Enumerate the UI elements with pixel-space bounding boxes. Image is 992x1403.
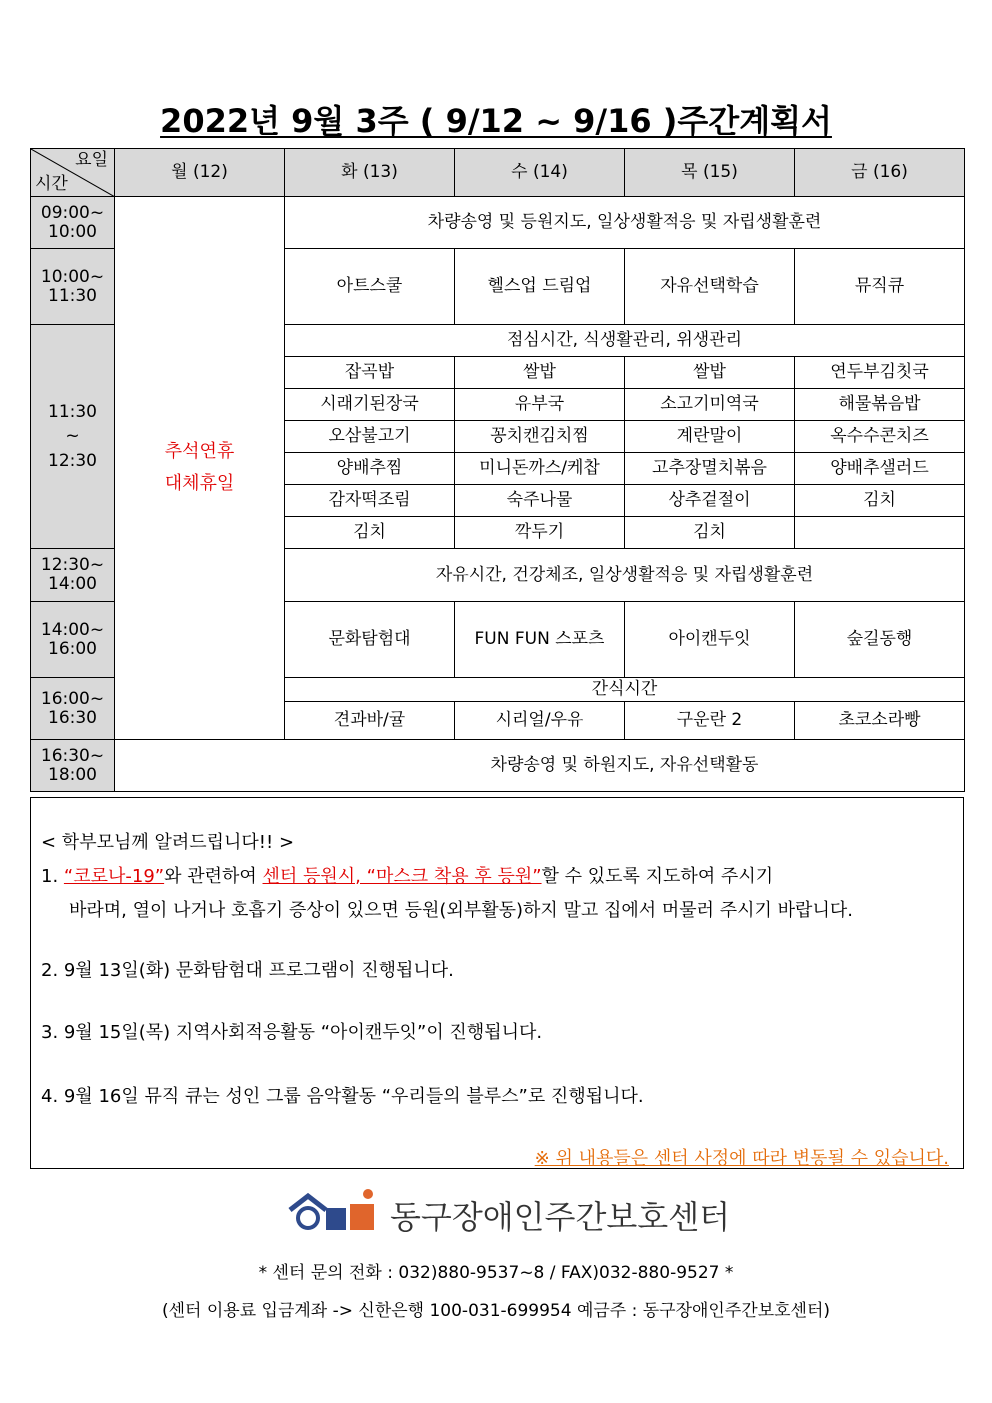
time-cell: 16:30~ 18:00 <box>31 740 115 792</box>
menu-cell: 꽁치캔김치찜 <box>455 421 625 453</box>
program-cell: 헬스업 드림업 <box>455 249 625 325</box>
menu-cell: 오삼불고기 <box>285 421 455 453</box>
menu-cell: 계란말이 <box>625 421 795 453</box>
menu-cell: 김치 <box>795 485 965 517</box>
program-cell: 자유선택학습 <box>625 249 795 325</box>
menu-cell: 양배추샐러드 <box>795 453 965 485</box>
program-cell: 뮤직큐 <box>795 249 965 325</box>
header-corner-cell <box>31 149 115 197</box>
mask-highlight: 센터 등원시, “마스크 착용 후 등원” <box>262 866 542 887</box>
notice-box <box>30 797 964 1169</box>
notice-heading: < 학부모님께 알려드립니다!! > <box>41 832 295 853</box>
notice-item-1: 1. “코로나-19”와 관련하여 센터 등원시, “마스크 착용 후 등원”할 수 있도록 지도하여 주시기 <box>41 866 774 887</box>
menu-cell: 쌀밥 <box>625 357 795 389</box>
day-header-fri: 금 (16) <box>795 149 965 197</box>
menu-cell: 시래기된장국 <box>285 389 455 421</box>
program-cell: 아이캔두잇 <box>625 602 795 678</box>
time-cell: 11:30 ~ 12:30 <box>31 325 115 549</box>
menu-cell: 연두부김칫국 <box>795 357 965 389</box>
menu-cell: 김치 <box>625 517 795 549</box>
day-header-thu: 목 (15) <box>625 149 795 197</box>
menu-cell: 미니돈까스/케찹 <box>455 453 625 485</box>
day-header-mon: 월 (12) <box>115 149 285 197</box>
menu-cell: 김치 <box>285 517 455 549</box>
house-logo-icon <box>288 1188 384 1234</box>
corner-time-label: 시간 <box>35 174 68 195</box>
day-header-tue: 화 (13) <box>285 149 455 197</box>
time-cell: 09:00~ 10:00 <box>31 197 115 249</box>
notice-disclaimer: ※ 위 내용들은 센터 사정에 따라 변동될 수 있습니다. <box>534 1148 949 1169</box>
schedule-row-morning: 차량송영 및 등원지도, 일상생활적응 및 자립생활훈련 <box>285 197 965 249</box>
program-cell: 아트스쿨 <box>285 249 455 325</box>
snack-cell: 초코소라빵 <box>795 702 965 740</box>
corona-highlight: “코로나-19” <box>63 866 165 887</box>
day-header-wed: 수 (14) <box>455 149 625 197</box>
departure-text: 차량송영 및 하원지도, 자유선택활동 <box>490 755 759 776</box>
menu-cell: 해물볶음밥 <box>795 389 965 421</box>
center-name: 동구장애인주간보호센터 <box>390 1198 731 1236</box>
page-title: 2022년 9월 3주 ( 9/12 ~ 9/16 )주간계획서 <box>160 102 832 140</box>
menu-cell <box>795 517 965 549</box>
program-cell: FUN FUN 스포츠 <box>455 602 625 678</box>
menu-cell: 감자떡조림 <box>285 485 455 517</box>
time-cell: 14:00~ 16:00 <box>31 602 115 678</box>
monday-holiday-cell: 추석연휴 대체휴일 <box>115 197 285 740</box>
schedule-row-afternoon: 자유시간, 건강체조, 일상생활적응 및 자립생활훈련 <box>285 549 965 602</box>
program-cell: 문화탐험대 <box>285 602 455 678</box>
menu-cell: 숙주나물 <box>455 485 625 517</box>
notice-item-3: 3. 9월 15일(목) 지역사회적응활동 “아이캔두잇”이 진행됩니다. <box>41 1022 543 1043</box>
menu-cell: 고추장멸치볶음 <box>625 453 795 485</box>
menu-cell: 유부국 <box>455 389 625 421</box>
notice-item-2: 2. 9월 13일(화) 문화탐험대 프로그램이 진행됩니다. <box>41 960 454 981</box>
lunch-title: 점심시간, 식생활관리, 위생관리 <box>285 325 965 357</box>
menu-cell: 쌀밥 <box>455 357 625 389</box>
snack-title: 간식시간 <box>285 678 965 702</box>
snack-cell: 시리얼/우유 <box>455 702 625 740</box>
menu-cell: 상추겉절이 <box>625 485 795 517</box>
menu-cell: 깍두기 <box>455 517 625 549</box>
menu-cell: 잡곡밥 <box>285 357 455 389</box>
center-logo <box>288 1188 731 1236</box>
time-cell: 16:00~ 16:30 <box>31 678 115 740</box>
footer-contact: * 센터 문의 전화 : 032)880-9537~8 / FAX)032-880-9527 * <box>258 1263 734 1283</box>
menu-cell: 옥수수콘치즈 <box>795 421 965 453</box>
weekly-schedule-table <box>30 148 965 792</box>
notice-item-4: 4. 9월 16일 뮤직 큐는 성인 그룹 음악활동 “우리들의 블루스”로 진행됩니다. <box>41 1086 644 1107</box>
time-cell: 10:00~ 11:30 <box>31 249 115 325</box>
menu-cell: 양배추찜 <box>285 453 455 485</box>
corner-day-label: 요일 <box>75 150 108 170</box>
program-cell: 숲길동행 <box>795 602 965 678</box>
time-cell: 12:30~ 14:00 <box>31 549 115 602</box>
schedule-row-departure <box>115 740 965 792</box>
snack-cell: 구운란 2 <box>625 702 795 740</box>
notice-item-1-line2: 바라며, 열이 나거나 호흡기 증상이 있으면 등원(외부활동)하지 말고 집에서 머물러 주시기 바랍니다. <box>69 900 853 921</box>
snack-cell: 견과바/귤 <box>285 702 455 740</box>
footer-account: (센터 이용료 입금계좌 -> 신한은행 100-031-699954 예금주 : 동구장애인주간보호센터) <box>161 1301 831 1321</box>
menu-cell: 소고기미역국 <box>625 389 795 421</box>
